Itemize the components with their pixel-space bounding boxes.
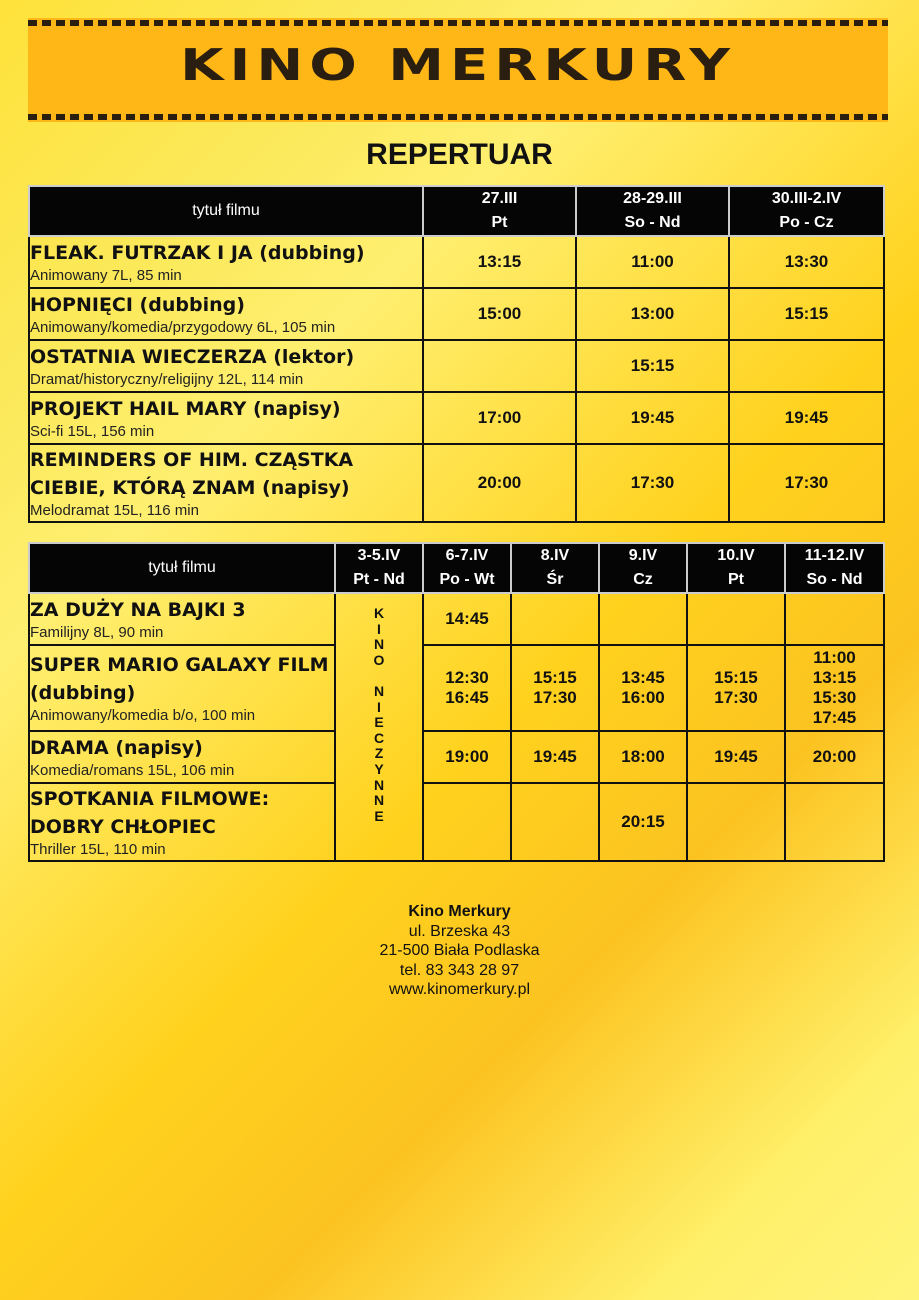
film-cell bbox=[29, 783, 335, 861]
closed-letter: E bbox=[374, 714, 384, 731]
showtime: 14:45 bbox=[445, 609, 489, 628]
film-title-header: tytuł filmu bbox=[29, 186, 423, 236]
showtime-cell: 13:00 bbox=[576, 288, 729, 340]
film-info: Dramat/historyczny/religijny 12L, 114 min bbox=[30, 371, 304, 388]
showtime: 20:00 bbox=[812, 747, 857, 766]
showtime-cell bbox=[599, 783, 687, 861]
showtime-cell bbox=[423, 645, 511, 731]
showtime: 16:00 bbox=[621, 688, 665, 707]
header-day: So - Nd bbox=[624, 214, 681, 231]
showtime-cell bbox=[687, 731, 785, 783]
film-info: Thriller 15L, 110 min bbox=[30, 841, 166, 858]
film-info: Animowany/komedia/przygodowy 6L, 105 min bbox=[30, 319, 336, 336]
showtime-cell bbox=[785, 783, 884, 861]
website-link[interactable]: www.kinomerkury.pl bbox=[388, 981, 531, 998]
film-cell bbox=[29, 340, 423, 392]
showtime-cell: 11:00 bbox=[576, 236, 729, 288]
cinema-address bbox=[0, 902, 919, 1000]
film-info: Komedia/romans 15L, 106 min bbox=[30, 762, 235, 779]
showtime-cell bbox=[599, 593, 687, 645]
phone-number: tel. 83 343 28 97 bbox=[399, 961, 520, 979]
showtime: 19:45 bbox=[533, 747, 577, 766]
film-info: Melodramat 15L, 116 min bbox=[30, 502, 199, 519]
showtime: 11:00 bbox=[813, 648, 856, 667]
closed-letter: Y bbox=[374, 760, 384, 777]
date-header bbox=[729, 186, 884, 236]
film-cell bbox=[29, 593, 335, 645]
closed-letter: N bbox=[373, 792, 385, 809]
cinema-name: Kino Merkury bbox=[408, 903, 511, 920]
showtime-cell bbox=[785, 593, 884, 645]
showtime-cell: 20:00 bbox=[423, 444, 576, 522]
showtime-cell: 19:45 bbox=[729, 392, 884, 444]
closed-letter: N bbox=[373, 636, 385, 653]
showtime-cell bbox=[511, 593, 599, 645]
header-day: Po - Wt bbox=[439, 571, 495, 588]
showtime-cell: 15:15 bbox=[729, 288, 884, 340]
film-title: ZA DUŻY NA BAJKI 3 bbox=[30, 599, 246, 621]
schedule-table-week-2 bbox=[28, 542, 885, 862]
showtime-cell: 17:30 bbox=[729, 444, 884, 522]
showtime: 15:15 bbox=[714, 668, 758, 687]
showtime-cell bbox=[687, 783, 785, 861]
film-cell bbox=[29, 288, 423, 340]
showtime-cell bbox=[729, 340, 884, 392]
showtime-cell: 13:30 bbox=[729, 236, 884, 288]
showtime-cell bbox=[423, 340, 576, 392]
film-title-header: tytuł filmu bbox=[29, 543, 335, 593]
showtime: 12:30 bbox=[445, 668, 489, 687]
header-day: Cz bbox=[633, 571, 653, 588]
film-title: HOPNIĘCI (dubbing) bbox=[30, 294, 245, 316]
table-row bbox=[29, 288, 884, 340]
header-date: 30.III-2.IV bbox=[771, 190, 842, 207]
showtime: 15:15 bbox=[533, 668, 577, 687]
header-day: So - Nd bbox=[806, 571, 863, 588]
showtime: 18:00 bbox=[621, 747, 665, 766]
film-title: REMINDERS OF HIM. CZĄSTKA CIEBIE, KTÓRĄ ZNAM (napisy) bbox=[30, 449, 354, 499]
film-cell bbox=[29, 392, 423, 444]
closed-letter: I bbox=[377, 620, 381, 637]
table-row bbox=[29, 340, 884, 392]
film-perforation-bottom bbox=[28, 114, 888, 120]
date-header bbox=[511, 543, 599, 593]
header-date: 28-29.III bbox=[623, 190, 682, 207]
film-info: Sci-fi 15L, 156 min bbox=[30, 423, 155, 440]
header-date: 6-7.IV bbox=[445, 547, 489, 564]
closed-letter bbox=[336, 668, 422, 684]
schedule-table-week-1 bbox=[28, 185, 885, 523]
film-cell bbox=[29, 731, 335, 783]
closed-letter: N bbox=[373, 776, 385, 793]
film-title: DRAMA (napisy) bbox=[30, 737, 203, 759]
city-address: 21-500 Biała Podlaska bbox=[379, 942, 540, 959]
film-info: Animowany 7L, 85 min bbox=[30, 267, 182, 284]
header-date: 11-12.IV bbox=[804, 547, 865, 564]
showtime: 19:00 bbox=[445, 747, 489, 766]
date-header bbox=[599, 543, 687, 593]
showtime-cell: 15:00 bbox=[423, 288, 576, 340]
showtime: 19:45 bbox=[714, 747, 758, 766]
street-address: ul. Brzeska 43 bbox=[408, 922, 511, 940]
showtime-cell: 19:45 bbox=[576, 392, 729, 444]
showtime-cell: 15:15 bbox=[576, 340, 729, 392]
table-row bbox=[29, 783, 884, 861]
film-perforation-top bbox=[28, 20, 888, 26]
film-cell bbox=[29, 645, 335, 731]
table-row bbox=[29, 236, 884, 288]
header-day: Śr bbox=[546, 571, 564, 588]
page-title: REPERTUAR bbox=[366, 138, 553, 171]
film-title: SUPER MARIO GALAXY FILM (dubbing) bbox=[30, 654, 329, 704]
showtime-cell: 17:00 bbox=[423, 392, 576, 444]
showtime-cell bbox=[687, 593, 785, 645]
showtime: 16:45 bbox=[445, 688, 489, 707]
table-row bbox=[29, 645, 884, 731]
header-date: 8.IV bbox=[540, 547, 570, 564]
closed-letter: I bbox=[377, 698, 381, 715]
closed-letter: C bbox=[373, 729, 385, 746]
showtime-cell bbox=[511, 731, 599, 783]
showtime: 17:30 bbox=[714, 688, 758, 707]
closed-letter: O bbox=[373, 651, 385, 668]
header-day: Pt bbox=[728, 571, 744, 588]
header-day: Pt - Nd bbox=[353, 571, 405, 588]
date-header bbox=[335, 543, 423, 593]
film-cell bbox=[29, 236, 423, 288]
showtime: 20:15 bbox=[621, 812, 665, 831]
header-date: 27.III bbox=[481, 190, 518, 207]
film-title: FLEAK. FUTRZAK I JA (dubbing) bbox=[30, 242, 365, 264]
film-info: Familijny 8L, 90 min bbox=[30, 624, 164, 641]
table-row bbox=[29, 444, 884, 522]
cinema-logo-title: KINO MERKURY bbox=[180, 40, 736, 91]
date-header bbox=[785, 543, 884, 593]
film-title: PROJEKT HAIL MARY (napisy) bbox=[30, 398, 341, 420]
showtime: 13:45 bbox=[621, 668, 665, 687]
showtime-cell: 17:30 bbox=[576, 444, 729, 522]
showtime: 13:15 bbox=[812, 668, 857, 687]
closed-letter: K bbox=[373, 605, 385, 621]
showtime-cell bbox=[511, 645, 599, 731]
showtime-cell bbox=[599, 645, 687, 731]
header-day: Pt bbox=[491, 214, 508, 231]
showtime-cell: 13:15 bbox=[423, 236, 576, 288]
showtime-cell bbox=[599, 731, 687, 783]
table-row bbox=[29, 392, 884, 444]
header-banner bbox=[28, 18, 888, 122]
showtime-cell bbox=[785, 731, 884, 783]
showtime: 17:45 bbox=[812, 708, 857, 727]
date-header bbox=[423, 543, 511, 593]
showtime: 17:30 bbox=[533, 688, 577, 707]
closed-letter: E bbox=[374, 807, 384, 824]
date-header bbox=[423, 186, 576, 236]
cinema-closed-cell bbox=[335, 593, 423, 861]
header-day: Po - Cz bbox=[779, 214, 834, 231]
film-title: SPOTKANIA FILMOWE: DOBRY CHŁOPIEC bbox=[30, 788, 270, 838]
header-date: 3-5.IV bbox=[357, 547, 401, 564]
showtime-cell bbox=[423, 593, 511, 645]
film-title: OSTATNIA WIECZERZA (lektor) bbox=[30, 346, 355, 368]
table-row bbox=[29, 731, 884, 783]
date-header bbox=[687, 543, 785, 593]
table-row bbox=[29, 593, 884, 645]
showtime-cell bbox=[423, 731, 511, 783]
closed-letter: N bbox=[373, 682, 385, 699]
date-header bbox=[576, 186, 729, 236]
showtime-cell bbox=[423, 783, 511, 861]
header-date: 10.IV bbox=[717, 547, 755, 564]
showtime-cell bbox=[687, 645, 785, 731]
showtime: 15:30 bbox=[812, 688, 857, 707]
header-date: 9.IV bbox=[628, 547, 658, 564]
showtime-cell bbox=[511, 783, 599, 861]
film-cell bbox=[29, 444, 423, 522]
showtime-cell bbox=[785, 645, 884, 731]
film-info: Animowany/komedia b/o, 100 min bbox=[30, 707, 256, 724]
closed-letter: Z bbox=[374, 745, 384, 762]
